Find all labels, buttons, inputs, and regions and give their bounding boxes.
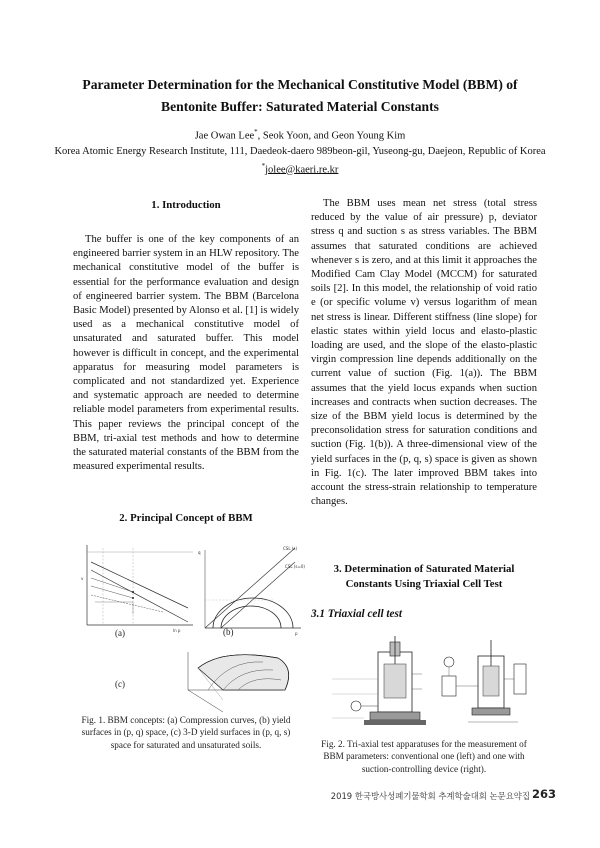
saturated-constants-heading (311, 562, 537, 592)
paper-title (60, 74, 540, 118)
email-link[interactable]: jolee@kaeri.re.kr (265, 164, 339, 175)
svg-text:ln p: ln p (173, 628, 181, 633)
svg-text:v: v (81, 576, 84, 581)
other-authors: , Seok Yoon, and Geon Young Kim (257, 130, 406, 142)
email-mark: * (261, 161, 266, 170)
email-line (40, 159, 560, 178)
title-line-1: Parameter Determination for the Mechanical Constitutive Model (BBM) of (82, 77, 518, 92)
fig1b-yield-surfaces (198, 546, 305, 636)
sat-heading-line-1: 3. Determination of Saturated Material (333, 563, 515, 575)
conference-footer: 2019 한국방사성폐기물학회 추계학술대회 논문요약집 (330, 791, 530, 801)
affiliation: Korea Atomic Energy Research Institute, 111, Daedeok-daero 989beon-gil, Yuseong-gu, Daejeon, Republic of Korea (54, 145, 546, 157)
page-number: 263 (532, 787, 557, 801)
intro-heading: 1. Introduction (151, 199, 221, 211)
svg-text:q: q (198, 550, 201, 555)
svg-text:CSL (s=0): CSL (s=0) (285, 564, 305, 569)
fig1-caption: Fig. 1. BBM concepts: (a) Compression curves, (b) yield surfaces in (p, q) space, (c) 3-D yield surfaces in (p, q, s) space for saturated and unsaturated soils. (81, 715, 291, 750)
author-names (40, 125, 560, 144)
sat-heading-line-2: Constants Using Triaxial Cell Test (345, 578, 503, 590)
fig1-label-c: (c) (115, 679, 125, 689)
fig1c-3d-yield-surface (188, 652, 289, 712)
figure-1 (73, 540, 305, 712)
fig2-conventional-apparatus (332, 636, 426, 725)
authors-block (40, 125, 560, 177)
corresponding-mark: * (254, 128, 258, 136)
bbm-paragraph: The BBM uses mean net stress (total stress reduced by the value of air pressure) p, deviator stress q and suction s as stress variables. The BBM assumes that saturated conditions are achieved whenever s is zero, and at this limit it approaches the Modified Cam Clay Model (MCCM) for saturated soils [2]. In this model, the relationship of void ratio e (or specific volume v) versus logarithm of mean net stress is linear. Different stiffness (line slope) for elastic states within yield locus and elasto-plastic loading are used, and the slope of the elasto-plastic virgin compression line depends additionally on the current value of suction (Fig. 1(a)). The BBM assumes that the yield locus expands when suction increases and contracts when suction decreases. The size of the BBM yield locus is determined by the preconsolidation stress for saturation conditions and suction (Fig. 1(b)). A three-dimensional view of the yield surfaces in the (p, q, s) space is given as shown in Fig. 1(c). The later improved BBM takes into account the stress-strain relationship to temperature changes. (311, 198, 537, 508)
intro-paragraph: The buffer is one of the key components of an engineered barrier system in an HLW repository. The mechanical constitutive model of the buffer is essential for the performance evaluation and design of engineered barrier system. The BBM (Barcelona Basic Model) presented by Alonso et al. [1] is widely used as a mechanical constitutive model of unsaturated and saturated buffer. This model however is difficult in concept, and the experimental apparatus for measuring model parameters is complicated and not standardized yet. Experience and systematic approach are needed to determine reliable model parameters from experimental results. This paper reviews the principal concept of the BBM, tri-axial test methods and how to determine the saturated material constants of the BBM from the measured experimental results. (73, 234, 299, 473)
figure-2 (318, 634, 530, 734)
fig1-label-a: (a) (115, 628, 125, 638)
fig1-label-b: (b) (223, 627, 234, 637)
svg-text:p: p (295, 631, 298, 636)
fig2-suction-controlled-apparatus (442, 640, 526, 722)
first-author: Jae Owan Lee (194, 130, 255, 142)
title-line-2: Bentonite Buffer: Saturated Material Constants (161, 99, 439, 114)
triaxial-subheading: 3.1 Triaxial cell test (311, 608, 402, 620)
bbm-heading: 2. Principal Concept of BBM (119, 512, 253, 524)
fig2-caption: Fig. 2. Tri-axial test apparatuses for the measurement of BBM parameters: conventional one (left) and one with suction-controlling device (right). (321, 739, 527, 774)
svg-text:CSL (s): CSL (s) (283, 546, 298, 551)
fig1a-compression-curves (81, 545, 193, 633)
